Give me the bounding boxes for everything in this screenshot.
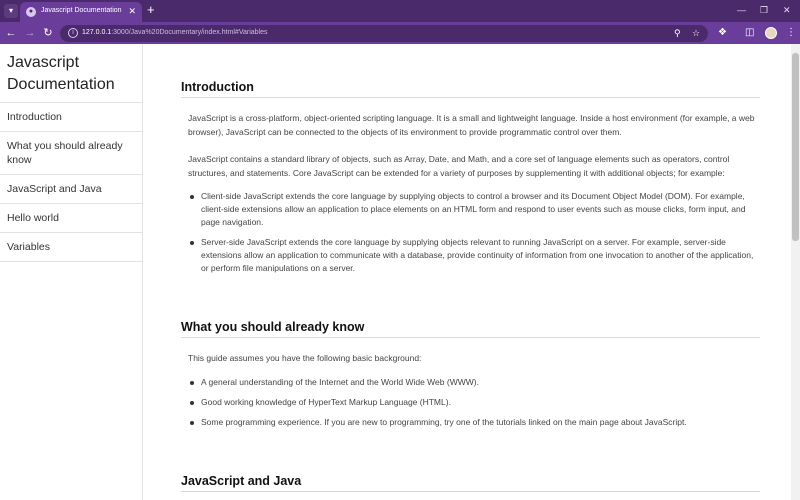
- close-icon[interactable]: ✕: [128, 6, 136, 16]
- url-text[interactable]: 127.0.0.1:3000/Java%20Documentary/index.html#Variables: [82, 29, 268, 36]
- kebab-menu-icon[interactable]: ⋮: [786, 27, 796, 38]
- list-item: A general understanding of the Internet and the World Wide Web (WWW).: [201, 376, 760, 389]
- tab-title: Javascript Documentation: [41, 7, 122, 14]
- page: [0, 44, 800, 500]
- browser-toolbar: [0, 22, 800, 44]
- chevron-down-icon[interactable]: ▾: [4, 4, 18, 18]
- minimize-icon[interactable]: —: [737, 5, 746, 15]
- star-icon[interactable]: ☆: [692, 28, 701, 38]
- paragraph: This guide assumes you have the following basic background:: [188, 353, 422, 363]
- scrollbar-thumb[interactable]: [792, 53, 799, 241]
- bullet-list: [201, 376, 760, 429]
- side-panel-icon[interactable]: ◫: [745, 27, 755, 38]
- sidebar-item-variables[interactable]: Variables: [0, 233, 142, 262]
- puzzle-icon[interactable]: ❖: [718, 27, 727, 38]
- section-introduction: [181, 44, 760, 275]
- scrollbar-track[interactable]: [791, 44, 800, 500]
- section-what-you-should-know: [181, 282, 760, 429]
- paragraph: JavaScript is a cross-platform, object-oriented scripting language. It is a small and lightweight language. Inside a host environment (for example, a web browser), JavaScript can be connected to the objects of its environment to provide programmatic control over them.: [188, 113, 755, 137]
- reload-icon[interactable]: ↻: [43, 27, 53, 39]
- globe-icon: ●: [26, 7, 36, 17]
- window-close-icon[interactable]: ✕: [783, 5, 791, 15]
- list-item: Good working knowledge of HyperText Markup Language (HTML).: [201, 396, 760, 409]
- sidebar-item-what-you-should-know[interactable]: What you should already know: [0, 132, 142, 175]
- section-javascript-and-java: [181, 436, 760, 492]
- info-icon[interactable]: i: [68, 28, 78, 38]
- sidebar: [0, 44, 143, 500]
- browser-tab[interactable]: [20, 2, 142, 22]
- sidebar-item-introduction[interactable]: Introduction: [0, 103, 142, 132]
- list-item: Server-side JavaScript extends the core language by supplying objects relevant to running JavaScript on a server. For example, server-side extensions allow an application to communicate with a database, provide continuity of information from one invocation to another of the application, or perform file manipulations on a server.: [201, 236, 760, 275]
- main-content: [181, 44, 760, 500]
- plus-icon[interactable]: +: [147, 2, 155, 17]
- avatar[interactable]: [765, 27, 777, 39]
- paragraph: JavaScript contains a standard library of objects, such as Array, Date, and Math, and a core set of language elements such as operators, control structures, and statements. Core JavaScript can be extended for a variety of purposes by supplementing it with additional objects; for example:: [188, 154, 730, 178]
- restore-icon[interactable]: ❐: [760, 5, 769, 15]
- section-title: JavaScript and Java: [181, 474, 760, 492]
- address-bar[interactable]: [60, 25, 708, 42]
- sidebar-item-hello-world[interactable]: Hello world: [0, 204, 142, 233]
- section-title: Introduction: [181, 80, 760, 98]
- sidebar-title: Javascript Documentation: [0, 44, 142, 103]
- sidebar-item-javascript-and-java[interactable]: JavaScript and Java: [0, 175, 142, 204]
- tab-strip: [0, 0, 800, 22]
- zoom-icon[interactable]: ⚲: [674, 28, 681, 38]
- arrow-left-icon[interactable]: ←: [5, 27, 17, 39]
- arrow-right-icon[interactable]: →: [24, 27, 36, 39]
- list-item: Client-side JavaScript extends the core language by supplying objects to control a browser and its Document Object Model (DOM). For example, client-side extensions allow an application to place elements on an HTML form and respond to user events such as mouse clicks, form input, and page navigation.: [201, 190, 760, 229]
- list-item: Some programming experience. If you are new to programming, try one of the tutorials linked on the main page about JavaScript.: [201, 416, 760, 429]
- section-title: What you should already know: [181, 320, 760, 338]
- bullet-list: [201, 190, 760, 275]
